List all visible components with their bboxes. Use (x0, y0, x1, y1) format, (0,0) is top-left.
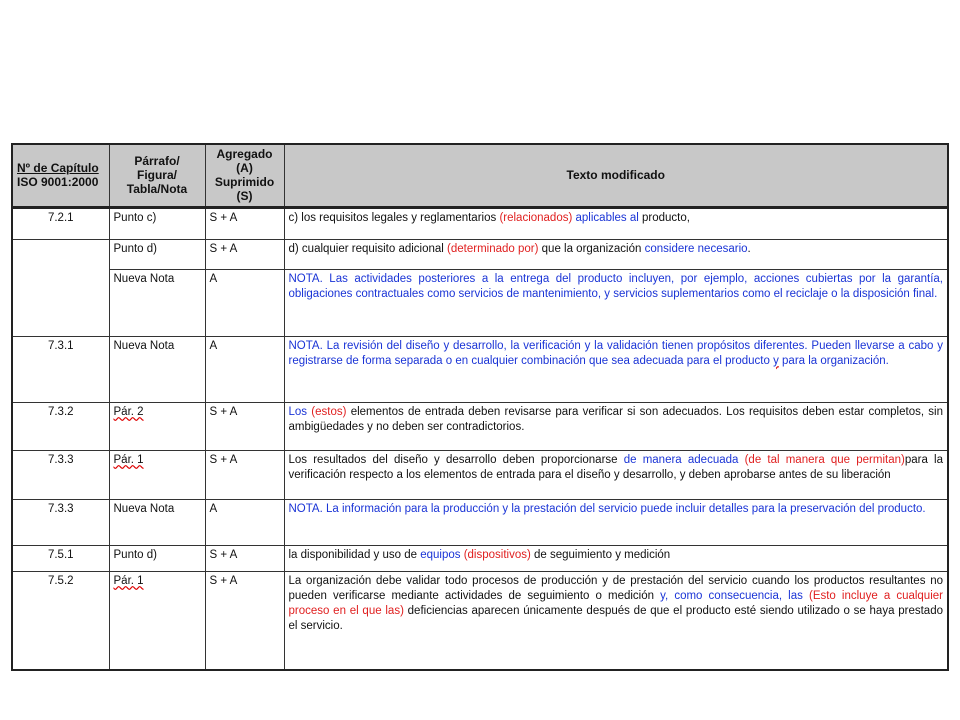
paragraph-label: Pár. 1 (113, 574, 144, 587)
chapter-cell: 7.3.3 (12, 450, 109, 499)
paragraph-label: Pár. 1 (113, 453, 144, 466)
type-cell: S + A (205, 571, 284, 670)
header-agg-line4: (S) (236, 189, 253, 204)
added-text: aplicables al (575, 211, 639, 224)
header-agg-line3: Suprimido (214, 175, 275, 190)
added-text: NOTA. La revisión del diseño y desarrollo, la verificación y la validación tienen propósitos diferentes. Pueden llevarse a cabo y registrarse de forma separada o en cualquier combinación que sea adecuada para el producto (288, 339, 943, 367)
text-span: producto, (638, 211, 690, 224)
modified-text-cell (284, 450, 948, 499)
text-span: deficiencias aparecen únicamente después de que el producto esté siendo utilizado o se haya prestado el servicio. (288, 604, 943, 632)
table-row (12, 499, 948, 545)
header-agg-line1: Agregado (216, 147, 273, 162)
changes-table (11, 143, 949, 671)
added-text: Los (288, 405, 308, 418)
paragraph-cell (109, 450, 205, 499)
chapter-cell: 7.3.3 (12, 499, 109, 545)
header-paragraph-line1: Párrafo/ (134, 154, 180, 169)
text-span: que la organización (538, 242, 645, 255)
table-row (12, 269, 948, 336)
added-text: considere necesario (644, 242, 748, 255)
type-cell: A (205, 269, 284, 336)
modified-text-cell (284, 207, 948, 239)
paragraph-label: Pár. 2 (113, 405, 144, 418)
type-cell: S + A (205, 402, 284, 450)
paragraph-cell: Punto c) (109, 207, 205, 239)
text-span: La organización debe validar todo procesos de producción y de prestación del servicio cuando los productos resultantes no pueden verificarse mediante actividades de seguimiento o medición (288, 574, 943, 602)
paragraph-cell: Punto d) (109, 239, 205, 269)
table-row (12, 207, 948, 239)
paragraph-cell (109, 571, 205, 670)
type-cell: S + A (205, 239, 284, 269)
text-span: para la verificación respecto a los elementos de entrada para el diseño y desarrollo, y deben aprobarse antes de su liberación (288, 453, 943, 481)
text-span: Los resultados del diseño y desarrollo deben proporcionarse (288, 453, 624, 466)
header-agg-line2: (A) (236, 161, 253, 176)
modified-text-cell (284, 499, 948, 545)
added-text: para la organización. (778, 354, 889, 367)
paragraph-cell: Punto d) (109, 545, 205, 571)
modified-text-cell (284, 239, 948, 269)
type-cell: A (205, 499, 284, 545)
paragraph-cell: Nueva Nota (109, 336, 205, 402)
header-chapter-line2: ISO 9001:2000 (17, 175, 99, 190)
added-text: equipos (420, 548, 461, 561)
header-paragraph-line2: Figura/ (136, 168, 177, 183)
paragraph-cell (109, 402, 205, 450)
deleted-text: (de tal manera que permitan) (738, 453, 905, 466)
header-row (12, 144, 948, 207)
type-cell: S + A (205, 545, 284, 571)
table-row (12, 450, 948, 499)
text-span: d) cualquier requisito adicional (288, 242, 448, 255)
deleted-text: (Esto incluye a cualquier proceso en el que las) (288, 589, 943, 617)
modified-text-cell (284, 336, 948, 402)
paragraph-cell: Nueva Nota (109, 499, 205, 545)
table-row (12, 402, 948, 450)
header-added-removed (205, 144, 284, 207)
table-row (12, 336, 948, 402)
deleted-text: (dispositivos) (463, 548, 531, 561)
header-paragraph-line3: Tabla/Nota (126, 182, 188, 197)
chapter-cell: 7.3.2 (12, 402, 109, 450)
header-paragraph (109, 144, 205, 207)
modified-text-cell (284, 545, 948, 571)
type-cell: S + A (205, 207, 284, 239)
added-text: y, como consecuencia, las (660, 589, 803, 602)
deleted-text: (estos) (311, 405, 347, 418)
text-span: . (747, 242, 751, 255)
added-text: y (773, 354, 779, 367)
added-text: NOTA. Las actividades posteriores a la entrega del producto incluyen, por ejemplo, acciones cubiertas por la garantía, obligaciones contractuales como servicios de mantenimiento, y servicios suplementarios como el reciclaje o la disposición final. (288, 272, 943, 300)
table-row (12, 239, 948, 269)
chapter-cell: 7.5.1 (12, 545, 109, 571)
chapter-cell: 7.5.2 (12, 571, 109, 670)
header-chapter (12, 144, 109, 207)
type-cell: A (205, 336, 284, 402)
text-span: c) los requisitos legales y reglamentarios (288, 211, 500, 224)
deleted-text: (relacionados) (499, 211, 573, 224)
text-span: la disponibilidad y uso de (288, 548, 421, 561)
added-text: NOTA. La información para la producción y la prestación del servicio puede incluir detalles para la preservación del producto. (288, 502, 926, 515)
modified-text-cell (284, 402, 948, 450)
chapter-cell (12, 239, 109, 336)
paragraph-cell: Nueva Nota (109, 269, 205, 336)
table-row (12, 571, 948, 670)
type-cell: S + A (205, 450, 284, 499)
chapter-cell: 7.2.1 (12, 207, 109, 239)
added-text: de manera adecuada (623, 453, 739, 466)
chapter-cell: 7.3.1 (12, 336, 109, 402)
text-span: de seguimiento y medición (530, 548, 671, 561)
modified-text-cell (284, 269, 948, 336)
modified-text-cell (284, 571, 948, 670)
header-modified-text: Texto modificado (284, 144, 948, 207)
deleted-text: (determinado por) (447, 242, 539, 255)
table-row (12, 545, 948, 571)
header-chapter-line1: Nº de Capítulo (17, 161, 99, 176)
text-span: elementos de entrada deben revisarse para verificar si son adecuados. Los requisitos deben estar completos, sin ambigüedades y no deben ser contradictorios. (288, 405, 943, 433)
